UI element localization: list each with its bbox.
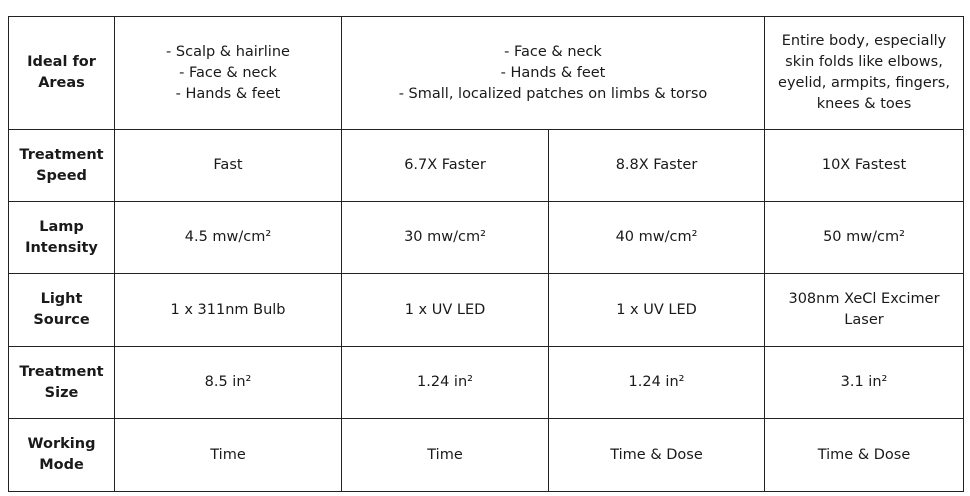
cell-source-4: 308nm XeCl Excimer Laser: [765, 274, 964, 347]
list-item: - Small, localized patches on limbs & torso: [398, 85, 708, 102]
cell-source-1: 1 x 311nm Bulb: [115, 274, 342, 347]
cell-size-2: 1.24 in²: [342, 347, 549, 419]
cell-intensity-4: 50 mw/cm²: [765, 202, 964, 274]
row-working-mode: [9, 419, 964, 492]
row-header-working-mode: Working Mode: [9, 419, 115, 492]
row-ideal-for-areas: [9, 17, 964, 130]
cell-speed-1: Fast: [115, 130, 342, 202]
cell-speed-3: 8.8X Faster: [549, 130, 765, 202]
cell-intensity-2: 30 mw/cm²: [342, 202, 549, 274]
list-item: - Face & neck: [504, 43, 602, 60]
list-item: - Scalp & hairline: [166, 43, 290, 60]
cell-mode-4: Time & Dose: [765, 419, 964, 492]
cell-mode-1: Time: [115, 419, 342, 492]
cell-size-4: 3.1 in²: [765, 347, 964, 419]
cell-speed-4: 10X Fastest: [765, 130, 964, 202]
row-treatment-speed: [9, 130, 964, 202]
cell-speed-2: 6.7X Faster: [342, 130, 549, 202]
row-header-light-source: Light Source: [9, 274, 115, 347]
list-item: - Face & neck: [179, 64, 277, 81]
cell-mode-3: Time & Dose: [549, 419, 765, 492]
row-light-source: [9, 274, 964, 347]
row-header-treatment-speed: Treatment Speed: [9, 130, 115, 202]
cell-size-1: 8.5 in²: [115, 347, 342, 419]
cell-size-3: 1.24 in²: [549, 347, 765, 419]
cell-areas-col1: [115, 17, 342, 130]
cell-mode-2: Time: [342, 419, 549, 492]
row-lamp-intensity: [9, 202, 964, 274]
row-header-lamp-intensity: Lamp Intensity: [9, 202, 115, 274]
cell-areas-col3: Entire body, especially skin folds like elbows, eyelid, armpits, fingers, knees & toes: [765, 17, 964, 130]
cell-areas-col2: [342, 17, 765, 130]
cell-intensity-3: 40 mw/cm²: [549, 202, 765, 274]
cell-intensity-1: 4.5 mw/cm²: [115, 202, 342, 274]
row-header-ideal-for-areas: Ideal for Areas: [9, 17, 115, 130]
cell-source-3: 1 x UV LED: [549, 274, 765, 347]
list-item: - Hands & feet: [500, 64, 606, 81]
cell-source-2: 1 x UV LED: [342, 274, 549, 347]
row-header-treatment-size: Treatment Size: [9, 347, 115, 419]
comparison-table: [8, 16, 964, 492]
row-treatment-size: [9, 347, 964, 419]
list-item: - Hands & feet: [175, 85, 281, 102]
